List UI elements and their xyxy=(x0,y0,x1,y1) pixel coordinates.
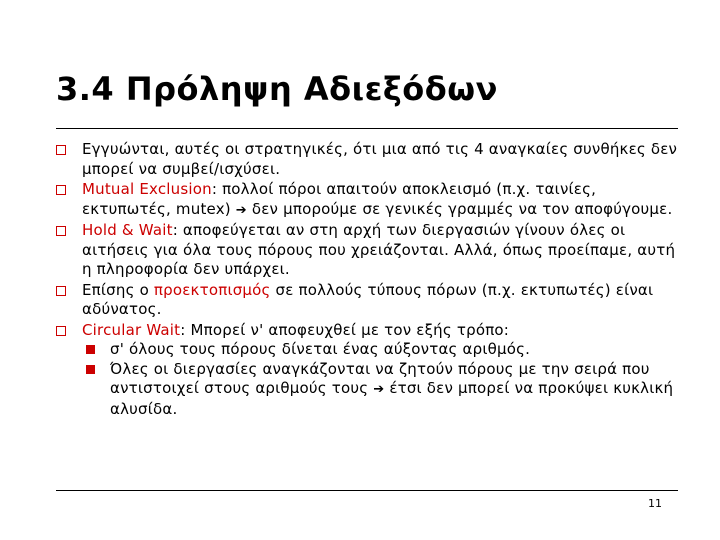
bullet-item xyxy=(56,321,686,341)
slide-title: 3.4 Πρόληψη Αδιεξόδων xyxy=(56,70,498,108)
bullet-pre: Επίσης ο xyxy=(82,280,154,299)
sub-bullet-item xyxy=(56,360,686,420)
bullet-term: Circular Wait xyxy=(82,320,181,339)
hollow-square-icon xyxy=(56,226,66,236)
bullet-text: : Μπορεί ν' αποφευχθεί με τον εξής τρόπο: xyxy=(180,320,510,339)
bullet-text: : αποφεύγεται αν στη αρχή των διεργασιών γίνουν όλες οι αιτήσεις για όλα τους πόρους που χρειάζονται. Αλλά, όπως προείπαμε, αυτή η πληροφορία δεν υπάρχει. xyxy=(82,221,676,278)
bullet-item xyxy=(56,140,686,179)
page-number: 11 xyxy=(648,497,662,510)
hollow-square-icon xyxy=(56,185,66,195)
filled-square-icon xyxy=(86,365,95,374)
bullet-text: Εγγυώνται, αυτές οι στρατηγικές, ότι μια από τις 4 αναγκαίες συνθήκες δεν μπορεί να συμβεί/ισχύσει. xyxy=(82,140,678,178)
bullet-item xyxy=(56,221,686,280)
sub-bullet-item xyxy=(56,340,686,360)
bullet-item xyxy=(56,180,686,220)
bullet-tail: δεν μπορούμε σε γενικές γραμμές να τον αποφύγουμε. xyxy=(251,199,673,218)
bullet-text: : πολλοί πόροι απαιτούν αποκλεισμό (π.χ. ταινίες, εκτυπωτές, mutex) xyxy=(82,180,597,218)
bullet-term: Hold & Wait xyxy=(82,221,173,239)
hollow-square-icon xyxy=(56,326,66,336)
slide-body xyxy=(56,140,686,419)
title-underline xyxy=(56,128,678,129)
bullet-item xyxy=(56,281,686,320)
hollow-square-icon xyxy=(56,145,66,155)
filled-square-icon xyxy=(86,345,95,354)
sub-bullet-tail: έτσι δεν μπορεί να προκύψει κυκλική αλυσίδα. xyxy=(110,379,674,418)
right-arrow-icon: ➔ xyxy=(235,202,247,218)
sub-bullet-text: σ' όλους τους πόρους δίνεται ένας αύξοντας αριθμός. xyxy=(110,340,531,358)
footer-divider xyxy=(56,490,678,491)
bullet-term: Mutual Exclusion xyxy=(82,180,212,198)
sub-bullet-text: Όλες οι διεργασίες αναγκάζονται να ζητούν πόρους με την σειρά που αντιστοιχεί στους αριθμούς τους xyxy=(110,359,650,397)
hollow-square-icon xyxy=(56,286,66,296)
bullet-text: σε πολλούς τύπους πόρων (π.χ. εκτυπωτές) είναι αδύνατος. xyxy=(82,280,654,318)
bullet-term: προεκτοπισμός xyxy=(153,280,271,299)
right-arrow-icon: ➔ xyxy=(373,382,385,397)
